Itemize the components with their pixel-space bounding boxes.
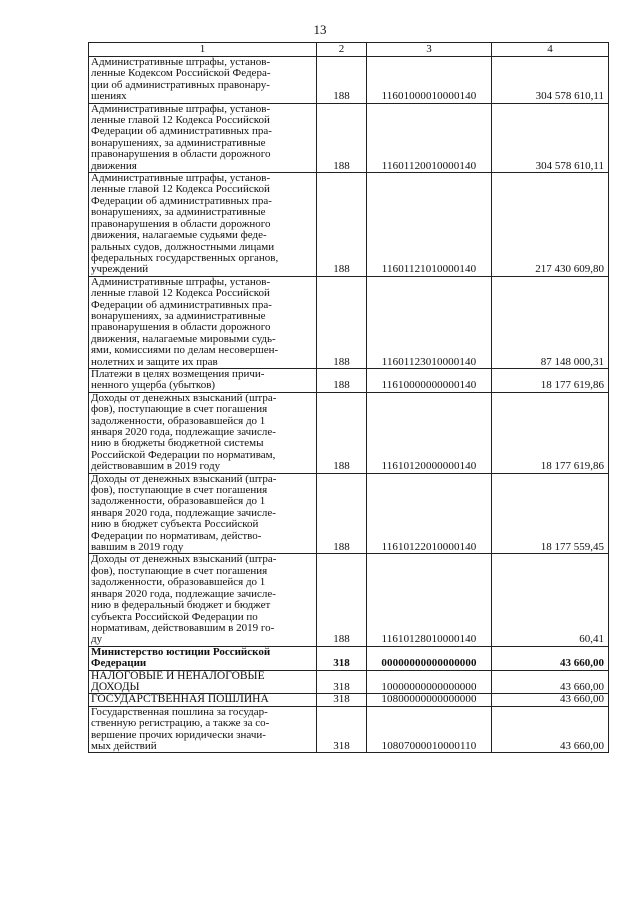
row-budget-code-cell: 10807000010000110 bbox=[367, 706, 492, 753]
row-admin-code-cell: 188 bbox=[317, 392, 367, 473]
row-budget-code-cell: 11610120000000140 bbox=[367, 392, 492, 473]
row-budget-code-cell: 11601123010000140 bbox=[367, 276, 492, 368]
row-amount-cell: 18 177 559,45 bbox=[492, 473, 609, 554]
table-row bbox=[89, 57, 609, 104]
row-name-cell: Административные штрафы, установ- ленные Кодексом Российской Федера- ции об административных правонару- шениях bbox=[89, 57, 317, 104]
row-admin-code-cell: 318 bbox=[317, 706, 367, 753]
table-row bbox=[89, 554, 609, 646]
row-budget-code-cell: 11610128010000140 bbox=[367, 554, 492, 646]
row-name-cell: Административные штрафы, установ- ленные главой 12 Кодекса Российской Федерации об административных пра- вонарушениях, за административные правонарушения в области дорожного движения bbox=[89, 103, 317, 172]
row-amount-cell: 217 430 609,80 bbox=[492, 173, 609, 277]
row-admin-code-cell: 188 bbox=[317, 173, 367, 277]
row-name-cell: Министерство юстиции Российской Федерации bbox=[89, 646, 317, 670]
row-name-cell: Государственная пошлина за государ- ственную регистрацию, а также за со- вершение прочих юридически значи- мых действий bbox=[89, 706, 317, 753]
table-row bbox=[89, 646, 609, 670]
row-name-cell: ГОСУДАРСТВЕННАЯ ПОШЛИНА bbox=[89, 694, 317, 706]
table-row bbox=[89, 103, 609, 172]
row-amount-cell: 18 177 619,86 bbox=[492, 392, 609, 473]
row-amount-cell: 43 660,00 bbox=[492, 706, 609, 753]
table-row bbox=[89, 368, 609, 392]
row-budget-code-cell: 11601000010000140 bbox=[367, 57, 492, 104]
row-name-cell: Доходы от денежных взысканий (штра- фов), поступающие в счет погашения задолженности, образовавшейся до 1 января 2020 года, подлежащие зачисле- нию в федеральный бюджет и бюджет субъекта Российской Федерации по нормативам, действовавшим в 2019 го- ду bbox=[89, 554, 317, 646]
table-body bbox=[89, 57, 609, 753]
table-row bbox=[89, 670, 609, 694]
row-admin-code-cell: 188 bbox=[317, 473, 367, 554]
header-col-1: 1 bbox=[89, 43, 317, 57]
row-budget-code-cell: 10000000000000000 bbox=[367, 670, 492, 694]
row-amount-cell: 43 660,00 bbox=[492, 646, 609, 670]
table-header-row bbox=[89, 43, 609, 57]
row-admin-code-cell: 188 bbox=[317, 57, 367, 104]
row-budget-code-cell: 11601121010000140 bbox=[367, 173, 492, 277]
table-row bbox=[89, 173, 609, 277]
row-admin-code-cell: 188 bbox=[317, 103, 367, 172]
row-budget-code-cell: 11610122010000140 bbox=[367, 473, 492, 554]
row-budget-code-cell: 10800000000000000 bbox=[367, 694, 492, 706]
row-admin-code-cell: 188 bbox=[317, 368, 367, 392]
table-row bbox=[89, 706, 609, 753]
row-admin-code-cell: 318 bbox=[317, 646, 367, 670]
row-name-cell: Административные штрафы, установ- ленные главой 12 Кодекса Российской Федерации об административных пра- вонарушениях, за административные правонарушения в области дорожного движения, налагаемые судьями феде- ральных судов, должностными лицами федеральных государственных органов, учреждений bbox=[89, 173, 317, 277]
header-col-3: 3 bbox=[367, 43, 492, 57]
budget-revenue-table bbox=[88, 42, 609, 753]
row-admin-code-cell: 318 bbox=[317, 694, 367, 706]
table-row bbox=[89, 392, 609, 473]
page-number: 13 bbox=[313, 22, 327, 37]
header-col-2: 2 bbox=[317, 43, 367, 57]
row-amount-cell: 43 660,00 bbox=[492, 694, 609, 706]
row-amount-cell: 304 578 610,11 bbox=[492, 57, 609, 104]
row-name-cell: Доходы от денежных взысканий (штра- фов), поступающие в счет погашения задолженности, образовавшейся до 1 января 2020 года, подлежащие зачисле- нию в бюджет субъекта Российской Федерации по нормативам, действо- вавшим в 2019 году bbox=[89, 473, 317, 554]
row-amount-cell: 304 578 610,11 bbox=[492, 103, 609, 172]
row-name-cell: Административные штрафы, установ- ленные главой 12 Кодекса Российской Федерации об административных пра- вонарушениях, за административные правонарушения в области дорожного движения, налагаемые мировыми судь- ями, комиссиями по делам несовершен- нолетних и защите их прав bbox=[89, 276, 317, 368]
row-amount-cell: 87 148 000,31 bbox=[492, 276, 609, 368]
row-admin-code-cell: 318 bbox=[317, 670, 367, 694]
table-row bbox=[89, 276, 609, 368]
row-budget-code-cell: 11610000000000140 bbox=[367, 368, 492, 392]
row-budget-code-cell: 11601120010000140 bbox=[367, 103, 492, 172]
row-name-cell: Платежи в целях возмещения причи- ненного ущерба (убытков) bbox=[89, 368, 317, 392]
row-admin-code-cell: 188 bbox=[317, 276, 367, 368]
row-name-cell: Доходы от денежных взысканий (штра- фов), поступающие в счет погашения задолженности, образовавшейся до 1 января 2020 года, подлежащие зачисле- нию в бюджеты бюджетной системы Российской Федерации по нормативам, действовавшим в 2019 году bbox=[89, 392, 317, 473]
row-amount-cell: 18 177 619,86 bbox=[492, 368, 609, 392]
row-admin-code-cell: 188 bbox=[317, 554, 367, 646]
table-row bbox=[89, 694, 609, 706]
row-amount-cell: 43 660,00 bbox=[492, 670, 609, 694]
row-budget-code-cell: 00000000000000000 bbox=[367, 646, 492, 670]
header-col-4: 4 bbox=[492, 43, 609, 57]
row-name-cell: НАЛОГОВЫЕ И НЕНАЛОГОВЫЕ ДОХОДЫ bbox=[89, 670, 317, 694]
row-amount-cell: 60,41 bbox=[492, 554, 609, 646]
table-row bbox=[89, 473, 609, 554]
